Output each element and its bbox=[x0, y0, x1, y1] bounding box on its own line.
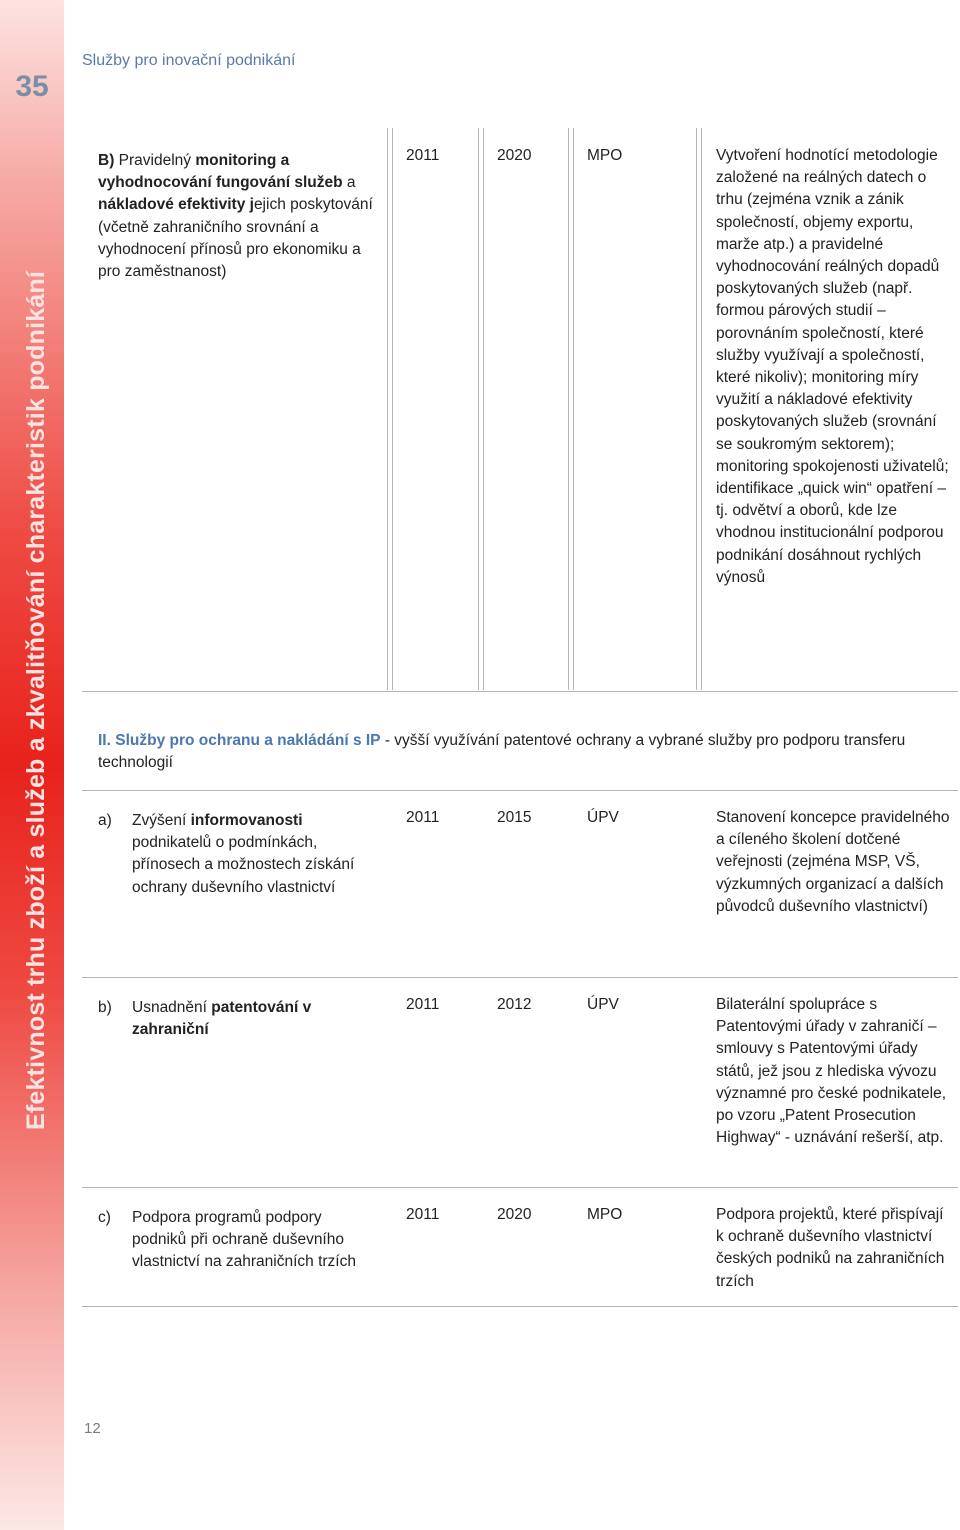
row-b-description: Vytvoření hodnotící metodologie založené na reálných datech o trhu (zejména vznik a zánik společností, objemy exportu, marže atp.) a pravidelné vyhodnocování reálných dopadů poskytovaných služeb (např. formou párových studií – porovnáním společností, které služby využívají a společností, které nikoliv); monitoring míry využití a nákladové efektivity poskytovaných služeb (srovnání se soukromým sektorem); monitoring spokojenosti uživatelů; identifikace „quick win“ opatření – tj. odvětví a oborů, kde lze vhodnou institucionální podporou podnikání dosáhnout rychlých výnosů bbox=[716, 147, 949, 586]
chapter-number: 35 bbox=[15, 70, 49, 103]
table-divider bbox=[478, 128, 484, 690]
footer-page-number: 12 bbox=[84, 1420, 101, 1437]
row-b-year-start: 2011 bbox=[406, 147, 440, 164]
table-rule bbox=[82, 1306, 958, 1307]
row-b-label: B) Pravidelný monitoring a vyhodnocování fungování služeb a nákladové efektivity jejich poskytování (včetně zahraničního srovnání a vyhodnocení přínosů pro ekonomiku a pro zaměstnanost) bbox=[98, 152, 373, 281]
section-ii-heading: II. Služby pro ochranu a nakládání s IP - vyšší využívání patentové ochrany a vybrané služby pro podporu transferu technologií bbox=[98, 732, 906, 772]
sidebar-band bbox=[0, 0, 64, 1530]
table-rule bbox=[82, 1187, 958, 1188]
table-divider bbox=[696, 128, 702, 690]
row-c-year-start: 2011 bbox=[406, 1206, 440, 1223]
row-b-year-end: 2020 bbox=[497, 147, 532, 164]
row-c-year-end: 2020 bbox=[497, 1206, 532, 1223]
row-c-label: c) Podpora programů podpory podniků při ochraně duševního vlastnictví na zahraničních trzích bbox=[98, 1209, 356, 1271]
table-rule bbox=[82, 977, 958, 978]
row-b2-year-start: 2011 bbox=[406, 996, 440, 1013]
row-c-description: Podpora projektů, které přispívají k ochraně duševního vlastnictví českých podniků na zahraničních trzích bbox=[716, 1206, 945, 1290]
row-b-org: MPO bbox=[587, 147, 623, 164]
row-a-label: a) Zvýšení informovanosti podnikatelů o podmínkách, přínosech a možnostech získání ochrany duševního vlastnictví bbox=[98, 812, 355, 896]
table-divider bbox=[568, 128, 574, 690]
row-b2-description: Bilaterální spolupráce s Patentovými úřady v zahraničí – smlouvy s Patentovými úřady států, jež jsou z hlediska vývozu významné pro české podnikatele, po vzoru „Patent Prosecution Highway“ - uznávání rešerší, atp. bbox=[716, 996, 947, 1147]
page-header-title: Služby pro inovační podnikání bbox=[82, 52, 296, 69]
row-b2-org: ÚPV bbox=[587, 996, 619, 1013]
table-rule bbox=[82, 790, 958, 791]
row-c-org: MPO bbox=[587, 1206, 623, 1223]
row-a-year-end: 2015 bbox=[497, 809, 532, 826]
table-divider bbox=[387, 128, 393, 690]
row-b2-label: b) Usnadnění patentování v zahraniční bbox=[98, 999, 312, 1039]
vertical-chapter-title: Efektivnost trhu zboží a služeb a zkvalitňování charakteristik podnikání bbox=[22, 270, 50, 1130]
row-a-org: ÚPV bbox=[587, 809, 619, 826]
table-rule bbox=[82, 691, 958, 692]
row-b2-year-end: 2012 bbox=[497, 996, 532, 1013]
row-a-year-start: 2011 bbox=[406, 809, 440, 826]
row-a-description: Stanovení koncepce pravidelného a cíleného školení dotčené veřejnosti (zejména MSP, VŠ, výzkumných organizací a dalších původců duševního vlastnictví) bbox=[716, 809, 950, 915]
